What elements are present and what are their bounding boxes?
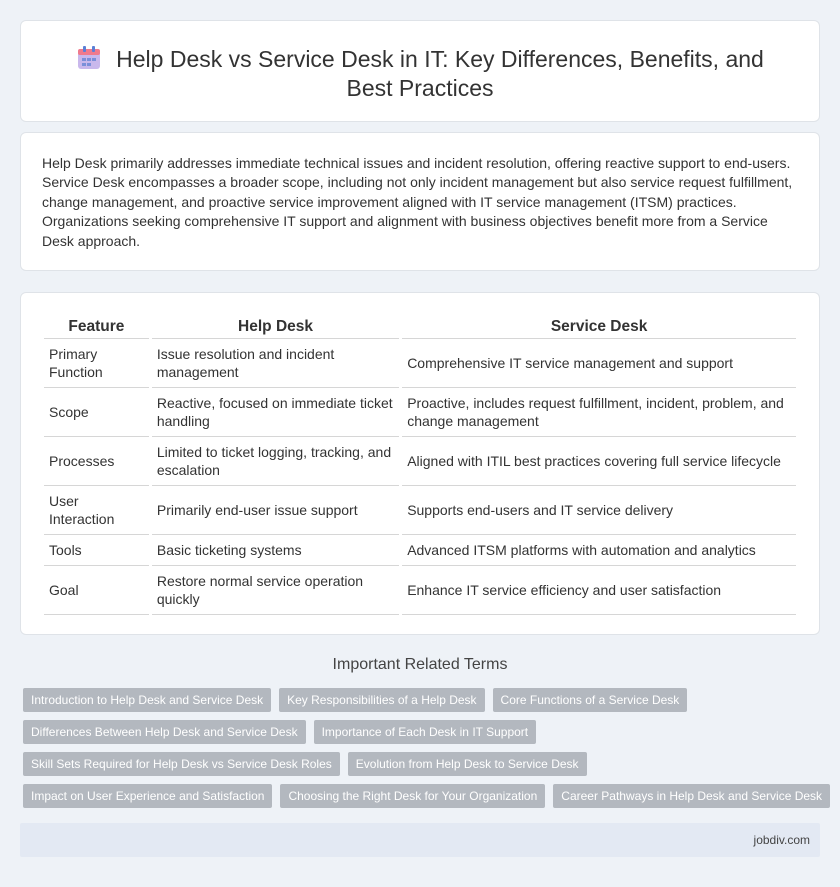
footer [20,823,820,857]
intro-card [20,132,820,271]
related-terms-heading: Important Related Terms [332,656,508,673]
service-desk-cell: Comprehensive IT service management and support [402,339,796,388]
help-desk-cell: Basic ticketing systems [152,535,399,566]
table-header-row [44,315,796,339]
related-term-tag[interactable]: Introduction to Help Desk and Service Desk [23,688,271,712]
tag-row [23,752,823,776]
help-desk-cell: Reactive, focused on immediate ticket handling [152,388,399,437]
related-term-tag[interactable]: Differences Between Help Desk and Service Desk [23,720,306,744]
page-title-text: Help Desk vs Service Desk in IT: Key Differences, Benefits, and Best Practices [116,46,764,101]
feature-cell: Tools [44,535,149,566]
tag-row [23,720,823,744]
related-term-tag[interactable]: Importance of Each Desk in IT Support [314,720,537,744]
feature-cell: Goal [44,566,149,615]
header-help-desk: Help Desk [152,315,399,339]
service-desk-cell: Supports end-users and IT service delivery [402,486,796,535]
related-term-tag[interactable]: Evolution from Help Desk to Service Desk [348,752,587,776]
comparison-table [41,315,799,615]
feature-cell: Scope [44,388,149,437]
service-desk-cell: Advanced ITSM platforms with automation and analytics [402,535,796,566]
table-row [44,339,796,388]
table-row [44,566,796,615]
tag-row [23,784,823,808]
header-feature: Feature [44,315,149,339]
service-desk-cell: Aligned with ITIL best practices covering full service lifecycle [402,437,796,486]
feature-cell: Primary Function [44,339,149,388]
related-term-tag[interactable]: Choosing the Right Desk for Your Organization [280,784,545,808]
help-desk-cell: Restore normal service operation quickly [152,566,399,615]
tag-row [23,688,823,712]
comparison-table-card [20,292,820,635]
table-row [44,486,796,535]
page-title [21,45,819,103]
help-desk-cell: Issue resolution and incident management [152,339,399,388]
related-term-tag[interactable]: Career Pathways in Help Desk and Service Desk [553,784,830,808]
service-desk-cell: Enhance IT service efficiency and user satisfaction [402,566,796,615]
service-desk-cell: Proactive, includes request fulfillment, incident, problem, and change management [402,388,796,437]
help-desk-cell: Primarily end-user issue support [152,486,399,535]
table-row [44,388,796,437]
table-row [44,535,796,566]
related-term-tag[interactable]: Key Responsibilities of a Help Desk [279,688,484,712]
feature-cell: User Interaction [44,486,149,535]
calendar-icon [76,45,102,71]
related-term-tag[interactable]: Skill Sets Required for Help Desk vs Service Desk Roles [23,752,340,776]
related-term-tag[interactable]: Impact on User Experience and Satisfaction [23,784,272,808]
related-term-tag[interactable]: Core Functions of a Service Desk [493,688,688,712]
title-card [20,20,820,122]
help-desk-cell: Limited to ticket logging, tracking, and escalation [152,437,399,486]
related-terms-list [23,688,823,816]
feature-cell: Processes [44,437,149,486]
footer-site[interactable]: jobdiv.com [753,833,810,847]
table-row [44,437,796,486]
intro-paragraph: Help Desk primarily addresses immediate technical issues and incident resolution, offering reactive support to end-users. Service Desk encompasses a broader scope, including not only incident management but also service request fulfillment, change management, and proactive service improvement aligned with IT service management (ITSM) practices. Organizations seeking comprehensive IT support and alignment with business objectives benefit more from a Service Desk approach. [42,155,793,249]
header-service-desk: Service Desk [402,315,796,339]
